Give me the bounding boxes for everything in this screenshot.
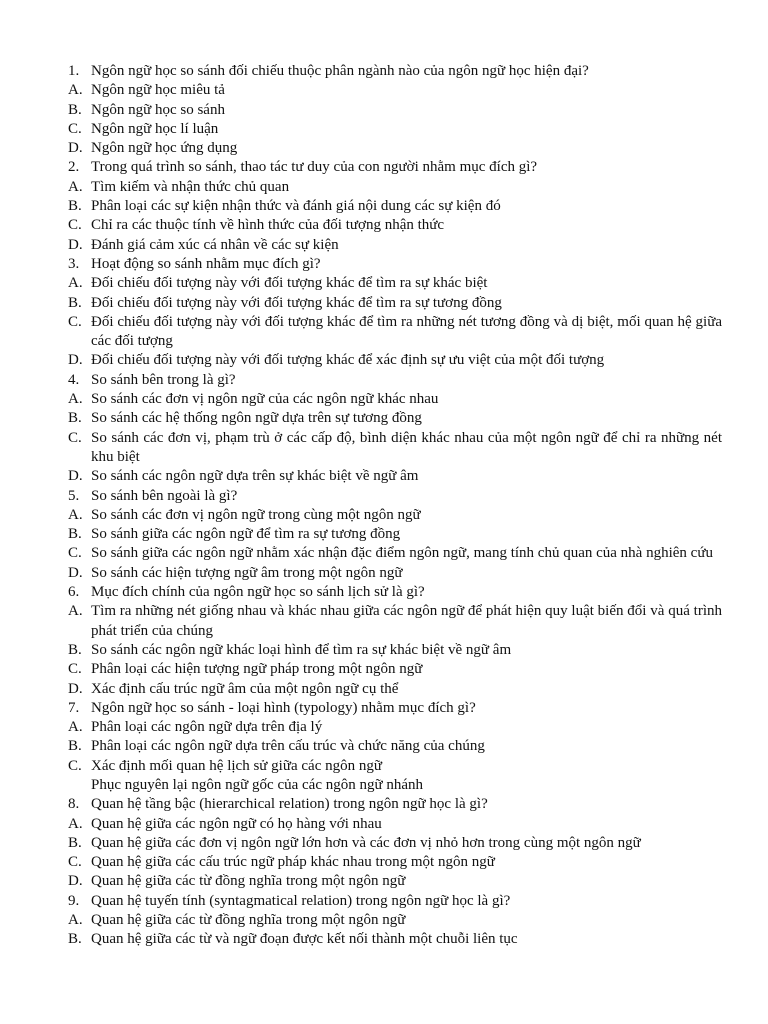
option-line xyxy=(0,139,768,158)
option-text: So sánh các hiện tượng ngữ âm trong một ngôn ngữ xyxy=(91,564,403,581)
option-letter: B. xyxy=(68,101,82,118)
option-text: So sánh các đơn vị ngôn ngữ trong cùng một ngôn ngữ xyxy=(91,506,421,523)
question-line xyxy=(0,371,768,390)
option-line xyxy=(0,294,768,313)
question-line xyxy=(0,62,768,81)
option-line xyxy=(0,564,768,583)
option-text: Đối chiếu đối tượng này với đối tượng khác để xác định sự ưu việt của một đối tượng xyxy=(91,352,605,369)
option-letter: A. xyxy=(68,275,83,292)
option-text: So sánh các đơn vị ngôn ngữ của các ngôn ngữ khác nhau xyxy=(91,391,439,408)
option-line xyxy=(0,737,768,756)
question-line xyxy=(0,583,768,602)
option-text: So sánh giữa các ngôn ngữ để tìm ra sự tương đồng xyxy=(91,526,401,543)
option-letter: C. xyxy=(68,757,82,774)
question-text: Ngôn ngữ học so sánh đối chiếu thuộc phân ngành nào của ngôn ngữ học hiện đại? xyxy=(91,63,589,79)
option-text: Quan hệ giữa các đơn vị ngôn ngữ lớn hơn và các đơn vị nhỏ hơn trong cùng một ngôn ngữ xyxy=(91,834,641,851)
option-line xyxy=(0,178,768,197)
option-text: Ngôn ngữ học miêu tả xyxy=(91,82,225,99)
option-text: So sánh giữa các ngôn ngữ nhằm xác nhận đặc điểm ngôn ngữ, mang tính chủ quan của nhà nghiên cứu xyxy=(91,545,713,562)
document-page xyxy=(0,62,768,950)
option-letter: C. xyxy=(68,661,82,678)
option-text: Phân loại các ngôn ngữ dựa trên cấu trúc và chức năng của chúng xyxy=(91,738,485,755)
option-line xyxy=(0,120,768,139)
option-text: Tìm kiếm và nhận thức chủ quan xyxy=(91,178,290,195)
question-number: 8. xyxy=(68,796,80,813)
option-text: Ngôn ngữ học lí luận xyxy=(91,120,219,137)
option-letter: A. xyxy=(68,719,83,736)
option-letter: D. xyxy=(68,352,83,369)
option-text: Phục nguyên lại ngôn ngữ gốc của các ngôn ngữ nhánh xyxy=(91,776,424,793)
question-number: 4. xyxy=(68,371,80,388)
option-text: Đánh giá cảm xúc cá nhân về các sự kiện xyxy=(91,236,339,253)
question-line xyxy=(0,255,768,274)
question-text: Quan hệ tầng bậc (hierarchical relation) trong ngôn ngữ học là gì? xyxy=(91,796,488,813)
option-letter: A. xyxy=(68,912,83,929)
option-letter: D. xyxy=(68,564,83,581)
option-letter: D. xyxy=(68,236,83,253)
option-text: Đối chiếu đối tượng này với đối tượng khác để tìm ra sự khác biệt xyxy=(91,275,488,292)
option-letter: B. xyxy=(68,198,82,215)
question-number: 9. xyxy=(68,892,80,909)
option-text: Chỉ ra các thuộc tính về hình thức của đối tượng nhận thức xyxy=(91,217,445,234)
option-letter: C. xyxy=(68,429,82,446)
option-letter: D. xyxy=(68,468,83,485)
option-line xyxy=(0,101,768,120)
option-letter: C. xyxy=(68,545,82,562)
option-text: So sánh các đơn vị, phạm trù ở các cấp độ, bình diện khác nhau của một ngôn ngữ để chỉ ra những nét khu biệt xyxy=(91,429,722,465)
option-letter: B. xyxy=(68,834,82,851)
option-letter: D. xyxy=(68,873,83,890)
option-line xyxy=(0,525,768,544)
option-text: Quan hệ giữa các từ và ngữ đoạn được kết nối thành một chuỗi liên tục xyxy=(91,931,518,948)
option-text: Quan hệ giữa các ngôn ngữ có họ hàng với nhau xyxy=(91,815,382,832)
option-line xyxy=(0,930,768,949)
option-letter: B. xyxy=(68,294,82,311)
option-letter: A. xyxy=(68,178,83,195)
option-text: Phân loại các sự kiện nhận thức và đánh giá nội dung các sự kiện đó xyxy=(91,198,501,215)
option-letter: B. xyxy=(68,526,82,543)
option-line xyxy=(0,467,768,486)
option-text: Đối chiếu đối tượng này với đối tượng khác để tìm ra những nét tương đồng và dị biệt, mối quan hệ giữa các đối tượng xyxy=(91,313,722,350)
option-text: Quan hệ giữa các từ đồng nghĩa trong một ngôn ngữ xyxy=(91,873,406,890)
question-line xyxy=(0,699,768,718)
option-text: Quan hệ giữa các cấu trúc ngữ pháp khác nhau trong một ngôn ngữ xyxy=(91,854,495,871)
question-text: Hoạt động so sánh nhằm mục đích gì? xyxy=(91,255,321,272)
option-letter: B. xyxy=(68,410,82,427)
option-letter: B. xyxy=(68,641,82,658)
option-text: So sánh các hệ thống ngôn ngữ dựa trên sự tương đồng xyxy=(91,410,422,427)
option-text: So sánh các ngôn ngữ khác loại hình để tìm ra sự khác biệt về ngữ âm xyxy=(91,641,512,658)
option-letter: C. xyxy=(68,120,82,137)
option-line xyxy=(0,236,768,255)
question-text: So sánh bên ngoài là gì? xyxy=(91,487,238,504)
question-number: 1. xyxy=(68,63,80,79)
option-text: Ngôn ngữ học ứng dụng xyxy=(91,140,238,157)
option-line xyxy=(0,216,768,235)
option-line xyxy=(0,872,768,891)
option-line xyxy=(0,197,768,216)
option-line xyxy=(0,409,768,428)
option-text: Phân loại các ngôn ngữ dựa trên địa lý xyxy=(91,719,323,736)
option-letter: D. xyxy=(68,140,83,157)
option-letter: A. xyxy=(68,506,83,523)
option-line xyxy=(0,274,768,293)
option-letter: A. xyxy=(68,815,83,832)
option-line xyxy=(0,815,768,834)
option-text: Tìm ra những nét giống nhau và khác nhau giữa các ngôn ngữ để phát hiện quy luật biến đổi và quá trình phát triển của chúng xyxy=(91,603,722,639)
question-text: Mục đích chính của ngôn ngữ học so sánh lịch sử là gì? xyxy=(91,584,425,601)
option-line xyxy=(0,506,768,525)
option-letter: A. xyxy=(68,391,83,408)
option-line xyxy=(0,544,768,563)
question-number: 3. xyxy=(68,255,80,272)
option-letter: B. xyxy=(68,931,82,948)
option-line xyxy=(0,390,768,409)
question-line xyxy=(0,487,768,506)
option-letter: D. xyxy=(68,680,83,697)
question-text: So sánh bên trong là gì? xyxy=(91,371,236,388)
option-line xyxy=(0,757,768,776)
option-text: Đối chiếu đối tượng này với đối tượng khác để tìm ra sự tương đồng xyxy=(91,294,502,311)
option-line xyxy=(0,853,768,872)
question-number: 7. xyxy=(68,699,80,716)
option-text: Phân loại các hiện tượng ngữ pháp trong một ngôn ngữ xyxy=(91,661,423,678)
option-line xyxy=(0,660,768,679)
question-line xyxy=(0,795,768,814)
option-text: Quan hệ giữa các từ đồng nghĩa trong một ngôn ngữ xyxy=(91,912,406,929)
question-number: 6. xyxy=(68,584,80,601)
question-line xyxy=(0,158,768,177)
option-letter: A. xyxy=(68,82,83,99)
option-line xyxy=(0,81,768,100)
question-number: 5. xyxy=(68,487,80,504)
option-letter: C. xyxy=(68,217,82,234)
option-line xyxy=(0,351,768,370)
question-line xyxy=(0,892,768,911)
question-number: 2. xyxy=(68,159,80,176)
option-text: Ngôn ngữ học so sánh xyxy=(91,101,225,118)
option-letter: C. xyxy=(68,313,82,330)
option-letter: B. xyxy=(68,738,82,755)
option-line xyxy=(0,429,768,468)
option-line xyxy=(0,834,768,853)
option-text: So sánh các ngôn ngữ dựa trên sự khác biệt về ngữ âm xyxy=(91,468,419,485)
option-text: Xác định mối quan hệ lịch sử giữa các ngôn ngữ xyxy=(91,757,382,774)
option-line xyxy=(0,776,768,795)
question-text: Quan hệ tuyến tính (syntagmatical relation) trong ngôn ngữ học là gì? xyxy=(91,892,511,909)
option-line xyxy=(0,680,768,699)
question-text: Ngôn ngữ học so sánh - loại hình (typology) nhằm mục đích gì? xyxy=(91,699,476,716)
option-line xyxy=(0,641,768,660)
option-text: Xác định cấu trúc ngữ âm của một ngôn ngữ cụ thể xyxy=(91,680,399,697)
option-line xyxy=(0,313,768,352)
question-text: Trong quá trình so sánh, thao tác tư duy của con người nhằm mục đích gì? xyxy=(91,159,538,176)
option-line xyxy=(0,718,768,737)
option-line xyxy=(0,602,768,641)
option-line xyxy=(0,911,768,930)
option-letter: C. xyxy=(68,854,82,871)
option-letter: A. xyxy=(68,603,83,620)
